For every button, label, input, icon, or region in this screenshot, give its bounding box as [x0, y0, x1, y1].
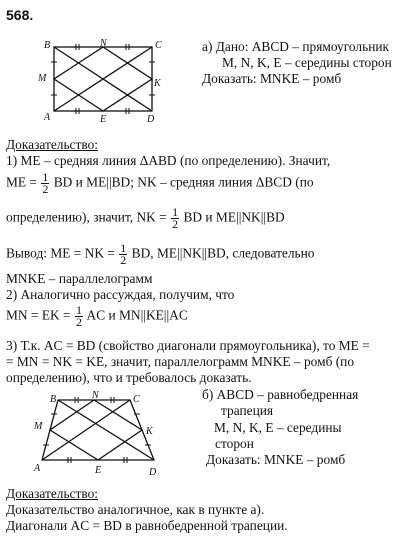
label-B: B — [44, 40, 51, 51]
label-A: A — [44, 112, 51, 123]
given-line-2: M, N, K, E – середины сторон — [222, 55, 392, 70]
proof-line-5: MNKE – параллелограмм — [6, 271, 153, 286]
proof-b-line-2: Диагонали AC = BD в равнобедренной трапеции. — [6, 518, 288, 533]
label-M: M — [34, 421, 43, 432]
label-B: B — [50, 394, 57, 405]
part-b-line-3: M, N, K, E – середины — [214, 420, 342, 435]
part-b-prove: Доказать: MNKE – ромб — [206, 452, 346, 467]
label-C: C — [133, 394, 140, 405]
proof-line-9: = MN = NK = KE, значит, параллелограмм MNKE – ромб (по — [6, 354, 355, 369]
label-K: K — [154, 78, 161, 89]
part-b-line-4: сторон — [215, 436, 254, 451]
proof-line-4: Вывод: ME = NK = $\frac{1}{2}$ BD, ME||NK||BD, следовательно — [6, 241, 315, 267]
proof-line-7: MN = EK = $\frac{1}{2}$ AC и MN||KE||AC — [6, 303, 188, 329]
label-E: E — [100, 114, 107, 125]
label-C: C — [155, 40, 162, 51]
given-line-1: а) Дано: ABCD – прямоугольник — [202, 39, 390, 54]
prove-statement: Доказать: MNKE – ромб — [202, 71, 342, 86]
label-M: M — [38, 73, 47, 84]
label-D: D — [147, 114, 155, 125]
proof-line-3: определению), значит, NK = $\frac{1}{2}$ BD и ME||NK||BD — [6, 205, 285, 231]
label-A: A — [34, 463, 41, 474]
proof-b-heading: Доказательство: — [6, 486, 98, 501]
label-N: N — [92, 390, 99, 401]
proof-line-1: 1) ME – средняя линия ΔABD (по определению). Значит, — [6, 153, 331, 168]
problem-number: 568. — [6, 7, 34, 23]
label-N: N — [100, 38, 107, 49]
proof-line-6: 2) Аналогично рассуждая, получим, что — [6, 287, 235, 302]
label-K: K — [146, 426, 153, 437]
label-D: D — [149, 467, 157, 478]
proof-line-10: определению), что и требовалось доказать. — [6, 370, 252, 385]
part-b-line-2: трапеция — [221, 403, 274, 418]
proof-line-2: ME = $\frac{1}{2}$ BD и ME||BD; NK – средняя линия ΔBCD (по — [6, 170, 314, 196]
label-E: E — [95, 465, 102, 476]
proof-heading: Доказательство: — [6, 137, 98, 152]
part-b-line-1: б) ABCD – равнобедренная — [202, 387, 359, 402]
proof-b-line-1: Доказательство аналогичное, как в пункте а). — [6, 502, 265, 517]
proof-line-8: 3) Т.к. AC = BD (свойство диагонали прямоугольника), то ME = — [6, 338, 370, 353]
